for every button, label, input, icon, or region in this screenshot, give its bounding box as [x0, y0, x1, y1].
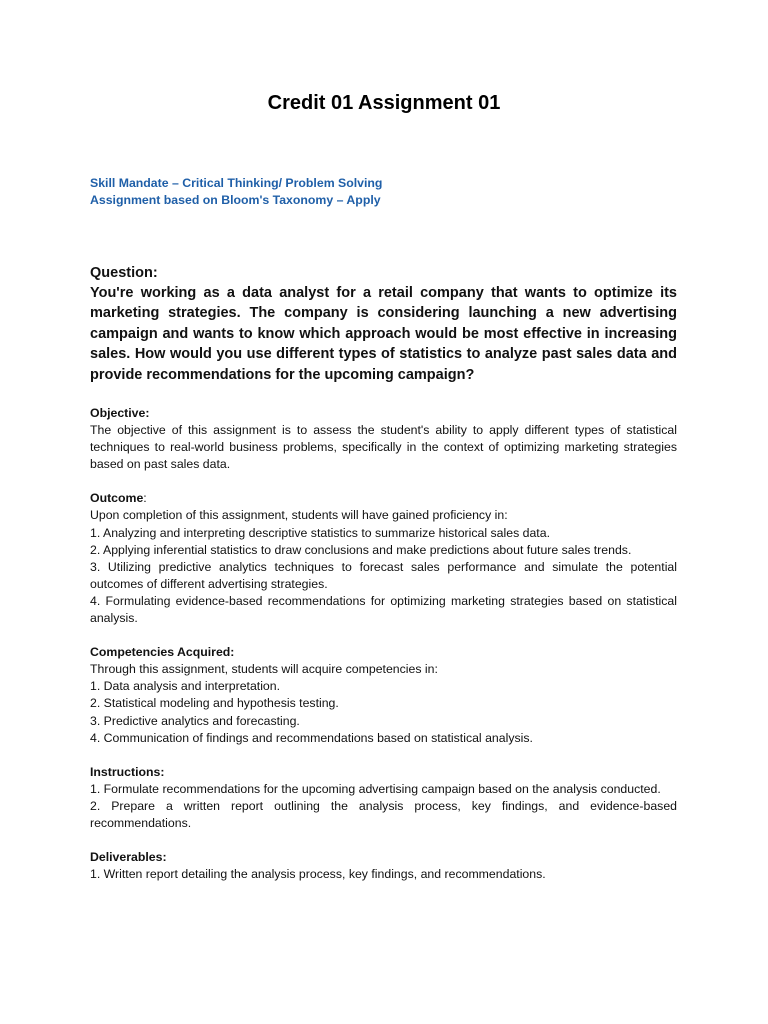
- deliverables-heading: Deliverables:: [90, 850, 167, 865]
- outcome-intro: Upon completion of this assignment, students will have gained proficiency in:: [90, 508, 508, 523]
- objective-heading: Objective:: [90, 406, 150, 420]
- outcome-heading: Outcome: [90, 491, 144, 506]
- taxonomy-line: Assignment based on Bloom's Taxonomy – Apply: [90, 192, 381, 207]
- outcome-heading-line: [90, 490, 677, 507]
- instruction-item: 1. Formulate recommendations for the upcoming advertising campaign based on the analysis conducted.: [90, 781, 661, 796]
- outcome-section: [90, 490, 677, 627]
- outcome-heading-colon: :: [143, 491, 147, 506]
- deliverables-section: [90, 849, 677, 883]
- instructions-section: [90, 764, 677, 832]
- question-text: You're working as a data analyst for a retail company that wants to optimize its marketing strategies. The company is considering launching a new advertising campaign and wants to know which approach would be most effective in increasing sales. How would you use different types of statistics to analyze past sales data and provide recommendations for the upcoming campaign?: [90, 285, 677, 383]
- objective-text: The objective of this assignment is to assess the student's ability to apply different types of statistical techniques to real-world business problems, specifically in the context of optimizing marketing strategies based on past sales data.: [90, 423, 677, 472]
- outcome-item: 3. Utilizing predictive analytics techniques to forecast sales performance and simulate the potential outcomes of different advertising strategies.: [90, 559, 677, 591]
- deliverable-item: 1. Written report detailing the analysis process, key findings, and recommendations.: [90, 867, 546, 882]
- objective-section: [90, 405, 677, 473]
- outcome-item: 2. Applying inferential statistics to draw conclusions and make predictions about future sales trends.: [90, 542, 632, 557]
- document-body: [90, 405, 677, 900]
- competency-item: 2. Statistical modeling and hypothesis testing.: [90, 696, 339, 711]
- competency-item: 1. Data analysis and interpretation.: [90, 679, 281, 694]
- competency-item: 3. Predictive analytics and forecasting.: [90, 713, 300, 728]
- skill-mandate-line: Skill Mandate – Critical Thinking/ Problem Solving: [90, 176, 383, 190]
- question-label: Question:: [90, 265, 158, 281]
- page-title: Credit 01 Assignment 01: [267, 92, 501, 114]
- competency-item: 4. Communication of findings and recommendations based on statistical analysis.: [90, 730, 533, 745]
- question-block: [90, 263, 677, 385]
- outcome-item: 1. Analyzing and interpreting descriptive statistics to summarize historical sales data.: [90, 525, 550, 540]
- competencies-heading: Competencies Acquired:: [90, 645, 235, 660]
- competencies-intro: Through this assignment, students will acquire competencies in:: [90, 662, 438, 677]
- skill-mandate-block: [90, 175, 382, 208]
- competencies-section: [90, 644, 677, 747]
- outcome-item: 4. Formulating evidence-based recommendations for optimizing marketing strategies based on statistical analysis.: [90, 593, 677, 626]
- instructions-heading: Instructions:: [90, 764, 165, 779]
- instruction-item: 2. Prepare a written report outlining the analysis process, key findings, and evidence-based recommendations.: [90, 798, 677, 830]
